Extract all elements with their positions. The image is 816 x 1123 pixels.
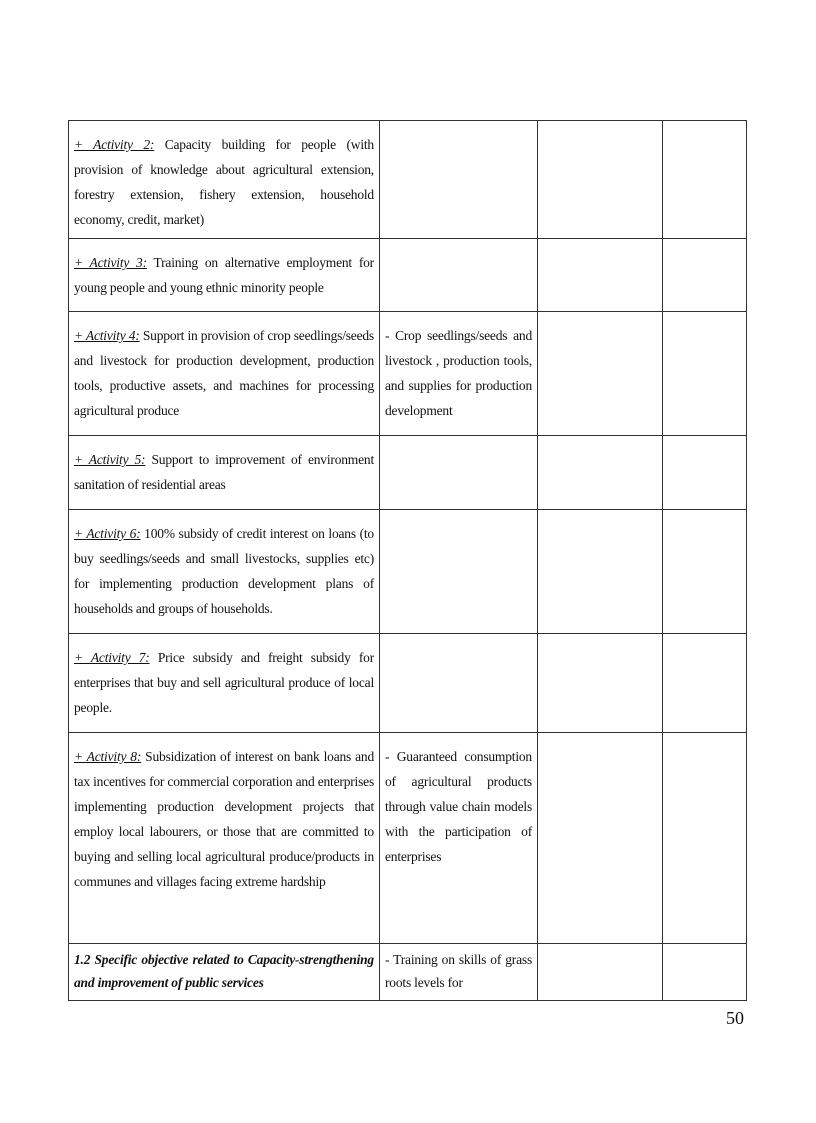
output-cell: - Training on skills of grass roots levels for	[380, 944, 538, 1001]
empty-cell	[663, 634, 747, 733]
table-row	[69, 436, 747, 510]
table-row	[69, 121, 747, 239]
empty-cell	[538, 312, 663, 436]
activity-description: Support to improvement of environment sanitation of residential areas	[74, 452, 374, 492]
empty-cell	[538, 121, 663, 239]
activity-cell	[69, 733, 380, 944]
table-row	[69, 312, 747, 436]
output-cell	[380, 239, 538, 312]
empty-cell	[663, 436, 747, 510]
empty-cell	[663, 121, 747, 239]
empty-cell	[538, 239, 663, 312]
activity-cell	[69, 436, 380, 510]
output-cell	[380, 634, 538, 733]
table-row	[69, 733, 747, 944]
empty-cell	[538, 436, 663, 510]
empty-cell	[538, 733, 663, 944]
activity-label: + Activity 7:	[74, 650, 150, 665]
table-row	[69, 634, 747, 733]
activity-cell	[69, 312, 380, 436]
empty-cell	[538, 944, 663, 1001]
activity-description: 100% subsidy of credit interest on loans (to buy seedlings/seeds and small livestocks, supplies etc) for implementing production development plans of households and groups of households.	[74, 526, 374, 616]
activity-label: + Activity 8:	[74, 749, 142, 764]
activity-description: Training on alternative employment for young people and young ethnic minority people	[74, 255, 374, 295]
activity-description: Support in provision of crop seedlings/seeds and livestock for production development, production tools, productive assets, and machines for processing agricultural produce	[74, 328, 374, 418]
activity-label: + Activity 6:	[74, 526, 141, 541]
activity-label: + Activity 2:	[74, 137, 155, 152]
page-number: 50	[726, 1008, 744, 1028]
activity-cell	[69, 634, 380, 733]
output-cell: - Crop seedlings/seeds and livestock , production tools, and supplies for production development	[380, 312, 538, 436]
activity-label: + Activity 3:	[74, 255, 147, 270]
objective-cell: 1.2 Specific objective related to Capacity-strengthening and improvement of public services	[69, 944, 380, 1001]
empty-cell	[538, 510, 663, 634]
activity-label: + Activity 4:	[74, 328, 140, 343]
activity-description: Subsidization of interest on bank loans and tax incentives for commercial corporation and enterprises implementing production development projects that employ local labourers, or those that are committed to buying and selling local agricultural produce/products in communes and villages facing extreme hardship	[74, 749, 374, 889]
table-row	[69, 239, 747, 312]
output-cell	[380, 510, 538, 634]
activity-cell	[69, 121, 380, 239]
empty-cell	[663, 510, 747, 634]
output-cell	[380, 121, 538, 239]
output-cell: - Guaranteed consumption of agricultural products through value chain models with the participation of enterprises	[380, 733, 538, 944]
activity-description: Price subsidy and freight subsidy for enterprises that buy and sell agricultural produce of local people.	[74, 650, 374, 715]
empty-cell	[663, 239, 747, 312]
activity-cell	[69, 510, 380, 634]
empty-cell	[538, 634, 663, 733]
table-row	[69, 510, 747, 634]
activity-cell	[69, 239, 380, 312]
activity-table	[68, 120, 747, 1001]
table-row	[69, 944, 747, 1001]
empty-cell	[663, 944, 747, 1001]
empty-cell	[663, 733, 747, 944]
activity-description: Capacity building for people (with provision of knowledge about agricultural extension, forestry extension, fishery extension, household economy, credit, market)	[74, 137, 374, 227]
output-cell	[380, 436, 538, 510]
activity-label: + Activity 5:	[74, 452, 146, 467]
empty-cell	[663, 312, 747, 436]
